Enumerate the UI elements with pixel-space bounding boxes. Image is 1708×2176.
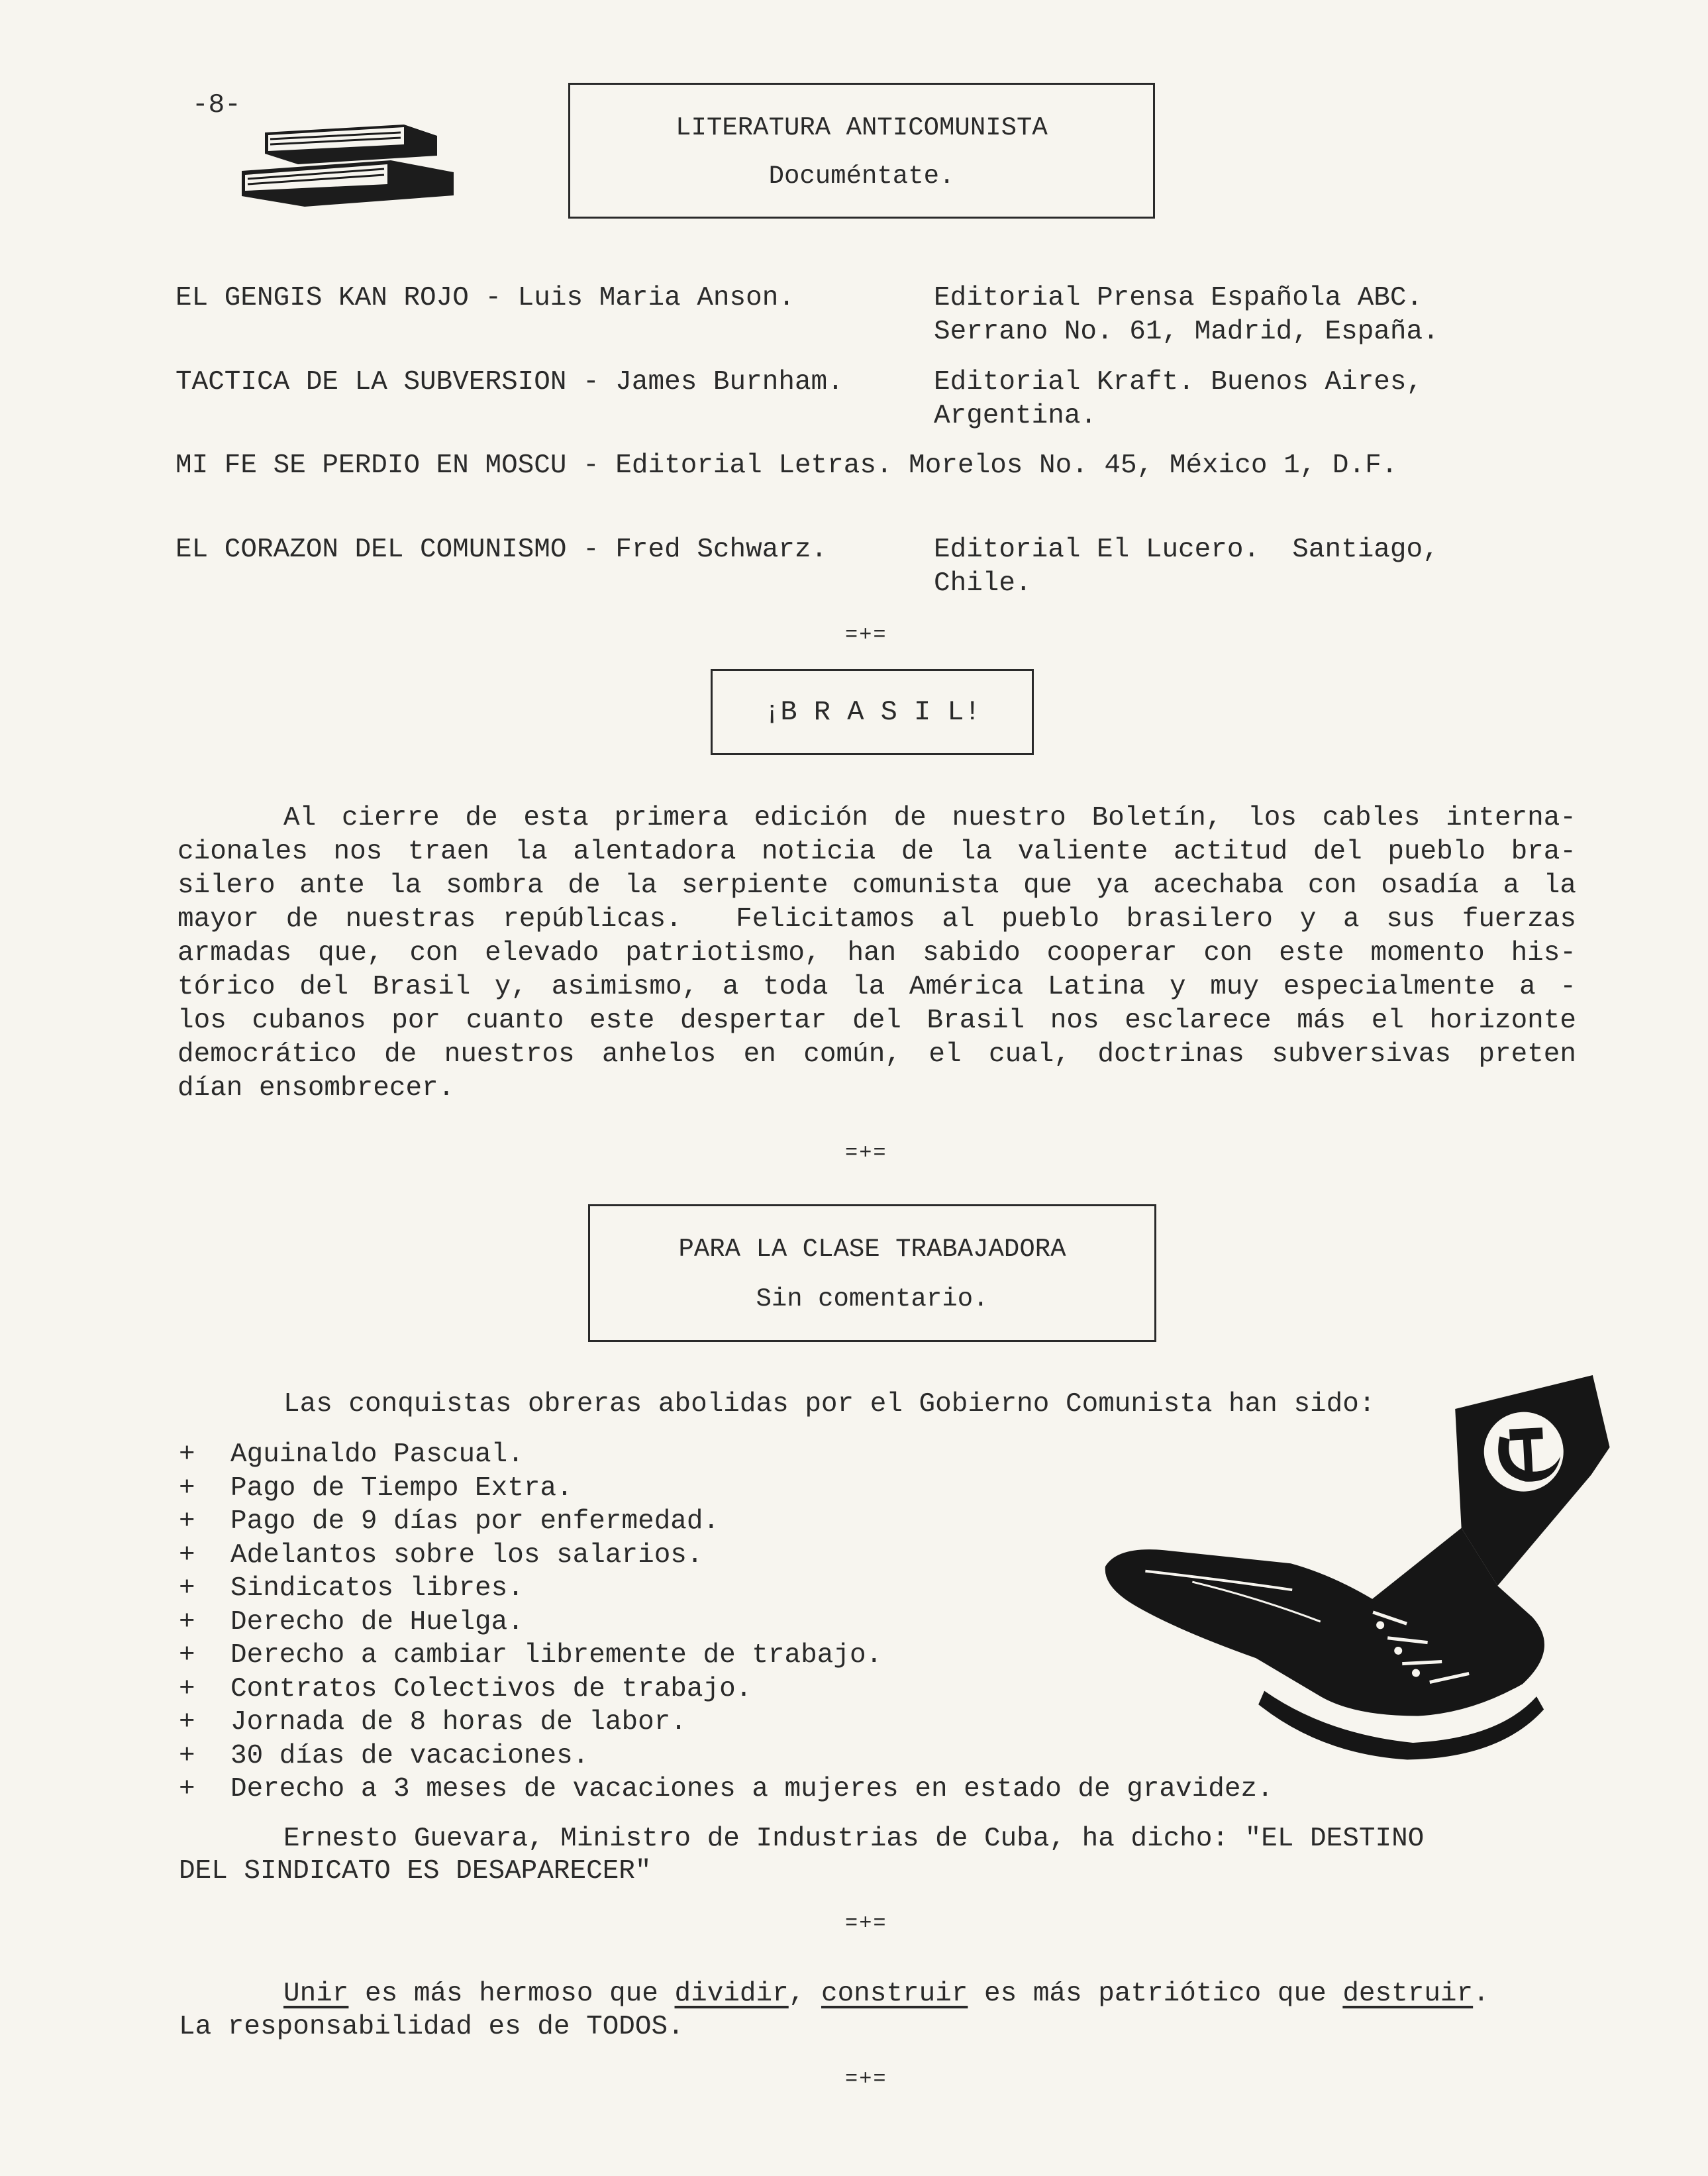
bullet: + — [179, 1506, 195, 1537]
book-2-title: TACTICA DE LA SUBVERSION - James Burnham. — [176, 367, 844, 397]
list-item: + Sindicatos libres. — [179, 1572, 1274, 1606]
guevara-quote-line2: DEL SINDICATO ES DESAPARECER" — [179, 1856, 652, 1887]
bullet: + — [179, 1640, 195, 1671]
paragraph-line: armadas que, con elevado patriotismo, han sabido cooperar con este momento his- — [177, 938, 1576, 968]
paragraph-line: Al cierre de esta primera edición de nuestro Boletín, los cables interna- — [283, 803, 1576, 833]
bullet: + — [179, 1707, 195, 1737]
paragraph-line: silero ante la sombra de la serpiente comunista que ya acechaba con osadía a la — [177, 870, 1576, 901]
closing-line1: Unir es más hermoso que dividir, construir es más patriótico que destruir. — [283, 1979, 1489, 2009]
brasil-header-box — [711, 669, 1034, 755]
list-item: + Pago de 9 días por enfermedad. — [179, 1505, 1274, 1539]
list-intro: Las conquistas obreras abolidas por el Gobierno Comunista han sido: — [283, 1389, 1376, 1420]
paragraph-line: dían ensombrecer. — [177, 1073, 455, 1104]
paragraph-line: democrático de nuestros anhelos en común, el cual, doctrinas subversivas preten — [177, 1039, 1576, 1070]
underlined-word: dividir — [674, 1979, 789, 2009]
book-4-title: EL CORAZON DEL COMUNISMO - Fred Schwarz. — [176, 535, 828, 565]
book-1-title: EL GENGIS KAN ROJO - Luis Maria Anson. — [176, 283, 795, 313]
list-item: + Jornada de 8 horas de labor. — [179, 1706, 1274, 1739]
book-3-title: MI FE SE PERDIO EN MOSCU - Editorial Letras. Morelos No. 45, México 1, D.F. — [176, 450, 1398, 481]
literatura-header-box — [568, 83, 1155, 219]
bullet: + — [179, 1606, 195, 1637]
bullet: + — [179, 1439, 195, 1470]
book-4-publisher: Editorial El Lucero. Santiago, — [934, 535, 1439, 565]
section-title: PARA LA CLASE TRABAJADORA — [678, 1235, 1066, 1264]
boot-hammer-sickle-icon — [1093, 1374, 1623, 1785]
separator: =+= — [845, 623, 887, 647]
bullet: + — [179, 1573, 195, 1604]
book-2-address: Argentina. — [934, 401, 1097, 431]
bullet: + — [179, 1539, 195, 1571]
list-item: + Derecho a cambiar libremente de trabajo. — [179, 1639, 1274, 1673]
book-4-address: Chile. — [934, 568, 1032, 599]
clase-trabajadora-box — [588, 1204, 1156, 1342]
book-1-address: Serrano No. 61, Madrid, España. — [934, 317, 1439, 347]
separator: =+= — [845, 2067, 887, 2091]
guevara-quote-line1: Ernesto Guevara, Ministro de Industrias de Cuba, ha dicho: "EL DESTINO — [283, 1824, 1425, 1854]
underlined-word: construir — [821, 1979, 968, 2009]
paragraph-line: cionales nos traen la alentadora noticia de la valiente actitud del pueblo bra- — [177, 837, 1576, 867]
list-item: + Adelantos sobre los salarios. — [179, 1539, 1274, 1573]
bullet: + — [179, 1673, 195, 1704]
paragraph-line: tórico del Brasil y, asimismo, a toda la América Latina y muy especialmente a - — [177, 972, 1576, 1002]
list-item: + Pago de Tiempo Extra. — [179, 1472, 1274, 1506]
section-subtitle: Documéntate. — [768, 162, 955, 191]
section-title: ¡B R A S I L! — [764, 696, 981, 728]
book-1-publisher: Editorial Prensa Española ABC. — [934, 283, 1423, 313]
section-subtitle: Sin comentario. — [756, 1284, 989, 1314]
bullet: + — [179, 1740, 195, 1771]
underlined-word: destruir — [1342, 1979, 1474, 2009]
list-item: + Derecho a 3 meses de vacaciones a mujeres en estado de gravidez. — [179, 1773, 1274, 1806]
list-item: + Derecho de Huelga. — [179, 1606, 1274, 1639]
separator: =+= — [845, 1141, 887, 1165]
section-title: LITERATURA ANTICOMUNISTA — [676, 113, 1048, 142]
bullet: + — [179, 1774, 195, 1804]
bullet: + — [179, 1473, 195, 1504]
paragraph-line: mayor de nuestras repúblicas. Felicitamos al pueblo brasilero y a sus fuerzas — [177, 904, 1576, 935]
list-item: + 30 días de vacaciones. — [179, 1739, 1274, 1773]
separator: =+= — [845, 1911, 887, 1936]
paragraph-line: los cubanos por cuanto este despertar del Brasil nos esclarece más el horizonte — [177, 1006, 1576, 1036]
book-2-publisher: Editorial Kraft. Buenos Aires, — [934, 367, 1423, 397]
books-icon — [238, 106, 464, 212]
closing-line2: La responsabilidad es de TODOS. — [179, 2012, 684, 2042]
brasil-paragraph — [177, 802, 1576, 1106]
underlined-word: Unir — [283, 1979, 349, 2009]
page-number: -8- — [192, 90, 241, 121]
list-item: + Aguinaldo Pascual. — [179, 1438, 1274, 1472]
list-item: + Contratos Colectivos de trabajo. — [179, 1673, 1274, 1706]
